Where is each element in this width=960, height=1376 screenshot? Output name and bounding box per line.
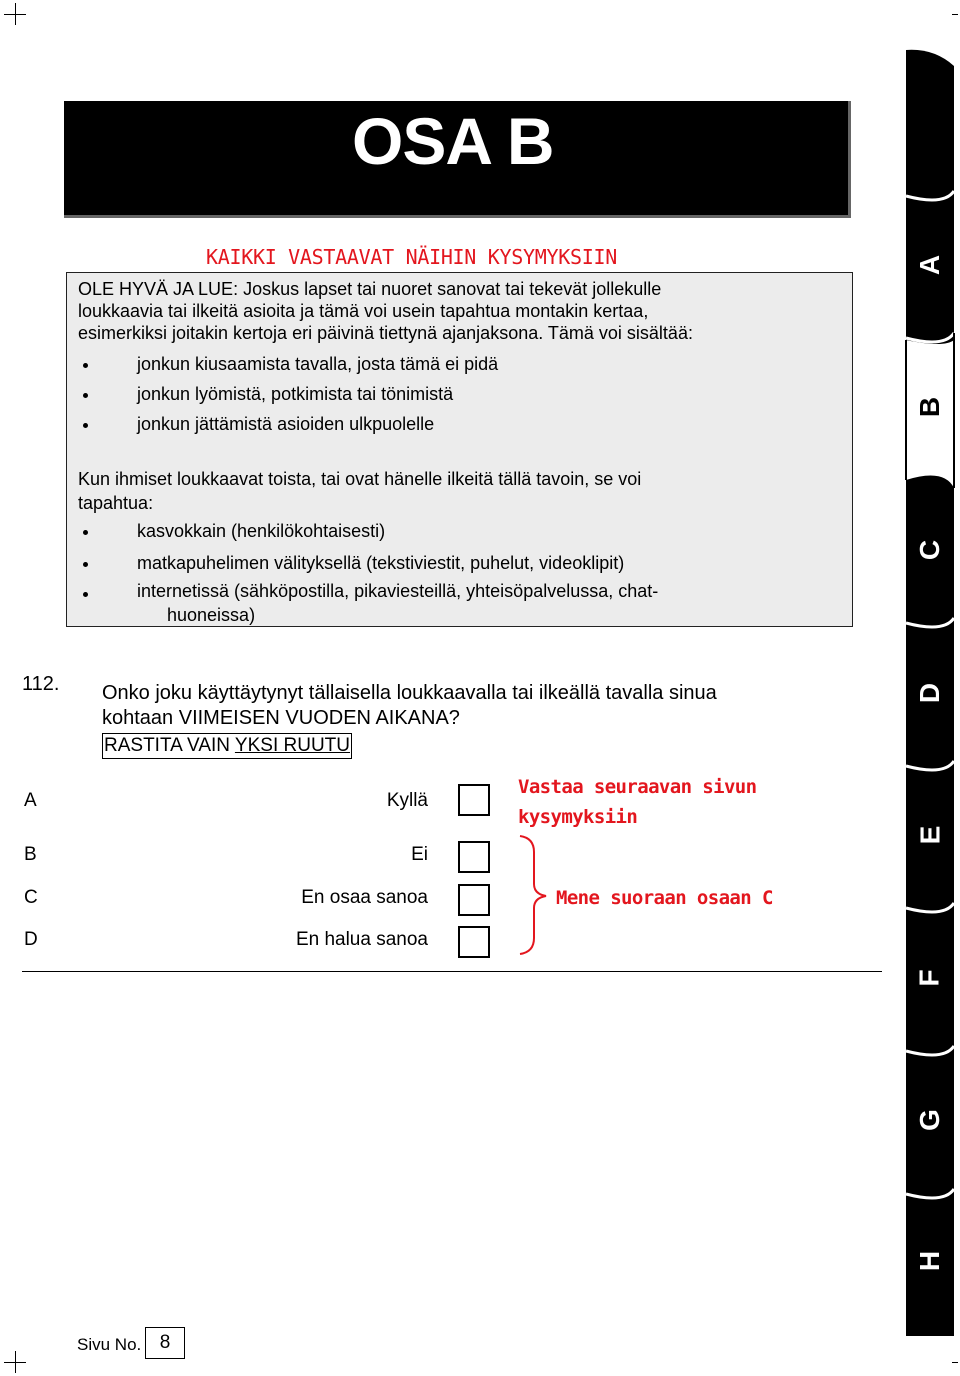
crop-mark (15, 1351, 16, 1373)
crop-mark (15, 3, 16, 25)
option-checkbox-a[interactable] (458, 784, 490, 816)
crop-mark (952, 14, 958, 15)
info-bullet-item: kasvokkain (henkilökohtaisesti) (137, 521, 386, 541)
section-tab-c[interactable] (905, 515, 955, 585)
info-bullet-continuation: huoneissa) (167, 605, 256, 625)
brace-icon (514, 834, 554, 956)
info-box (66, 272, 853, 627)
option-letter: C (24, 887, 38, 908)
section-title: OSA B (352, 104, 554, 178)
section-tab-label: B (913, 396, 945, 418)
info-paragraph-line: tapahtua: (78, 493, 154, 513)
section-tab-e[interactable] (905, 800, 955, 870)
option-letter: A (24, 790, 37, 811)
option-label: En osaa sanoa (301, 887, 428, 908)
info-bullet-item: jonkun lyömistä, potkimista tai tönimistä (137, 384, 454, 404)
bullet-icon (83, 393, 88, 398)
option-checkbox-d[interactable] (458, 926, 490, 958)
section-tab-label: C (913, 539, 945, 561)
answer-instruction (102, 733, 352, 759)
section-tab-label: H (913, 1250, 945, 1272)
routing-instruction-line: Vastaa seuraavan sivun (518, 776, 757, 798)
section-tab-g[interactable] (905, 1085, 955, 1155)
info-intro-line: esimerkiksi joitakin kertoja eri päivinä tiettynä ajanjaksona. Tämä voi sisältää: (78, 323, 693, 343)
section-tab-label: D (913, 682, 945, 704)
divider (22, 971, 882, 972)
bullet-icon (83, 592, 88, 597)
option-checkbox-c[interactable] (458, 884, 490, 916)
page-number: 8 (145, 1327, 185, 1359)
info-bullet-item: matkapuhelimen välityksellä (tekstiviestit, puhelut, videoklipit) (137, 553, 625, 573)
routing-instruction: Mene suoraan osaan C (556, 887, 773, 909)
answer-instruction-prefix: RASTITA VAIN (104, 735, 235, 756)
info-paragraph-line: Kun ihmiset loukkaavat toista, tai ovat hänelle ilkeitä tällä tavoin, se voi (78, 469, 642, 489)
bullet-icon (83, 423, 88, 428)
info-intro-line: loukkaavia tai ilkeitä asioita ja tämä voi usein tapahtua montakin kertaa, (78, 301, 649, 321)
section-tab-label: F (913, 969, 945, 987)
info-bullet-item: jonkun kiusaamista tavalla, josta tämä ei pidä (137, 354, 499, 374)
info-bullet-item: internetissä (sähköpostilla, pikaviesteillä, yhteisöpalvelussa, chat- (137, 581, 659, 601)
crop-mark (952, 1362, 958, 1363)
bullet-icon (83, 530, 88, 535)
answer-instruction-emphasis: YKSI RUUTU (234, 735, 350, 756)
section-tab-label: A (913, 254, 945, 276)
bullet-icon (83, 562, 88, 567)
option-letter: D (24, 929, 38, 950)
routing-instruction-line: kysymyksiin (518, 806, 638, 828)
option-checkbox-b[interactable] (458, 841, 490, 873)
bullet-icon (83, 363, 88, 368)
section-tab-a[interactable] (905, 230, 955, 300)
section-tab-h[interactable] (905, 1226, 955, 1296)
option-label: Kyllä (386, 790, 428, 811)
option-letter: B (24, 844, 37, 865)
info-intro-line: OLE HYVÄ JA LUE: Joskus lapset tai nuoret sanovat tai tekevät jollekulle (78, 279, 662, 299)
section-tab-b[interactable] (905, 372, 955, 442)
section-title-banner (64, 101, 851, 218)
option-label: En halua sanoa (295, 929, 428, 950)
question-text-line: Onko joku käyttäytynyt tällaisella loukkaavalla tai ilkeällä tavalla sinua (102, 682, 717, 704)
info-bullet-item: jonkun jättämistä asioiden ulkpuolelle (137, 414, 435, 434)
instruction-heading: KAIKKI VASTAAVAT NÄIHIN KYSYMYKSIIN (206, 245, 617, 269)
section-tab-f[interactable] (905, 943, 955, 1013)
option-label: Ei (411, 844, 428, 865)
page-label: Sivu No. (77, 1335, 142, 1354)
section-tab-label: G (914, 1109, 945, 1131)
question-text-line: kohtaan VIIMEISEN VUODEN AIKANA? (102, 707, 460, 729)
section-tab-label: E (914, 825, 945, 845)
question-number: 112. (22, 673, 60, 695)
section-tab-d[interactable] (905, 658, 955, 728)
